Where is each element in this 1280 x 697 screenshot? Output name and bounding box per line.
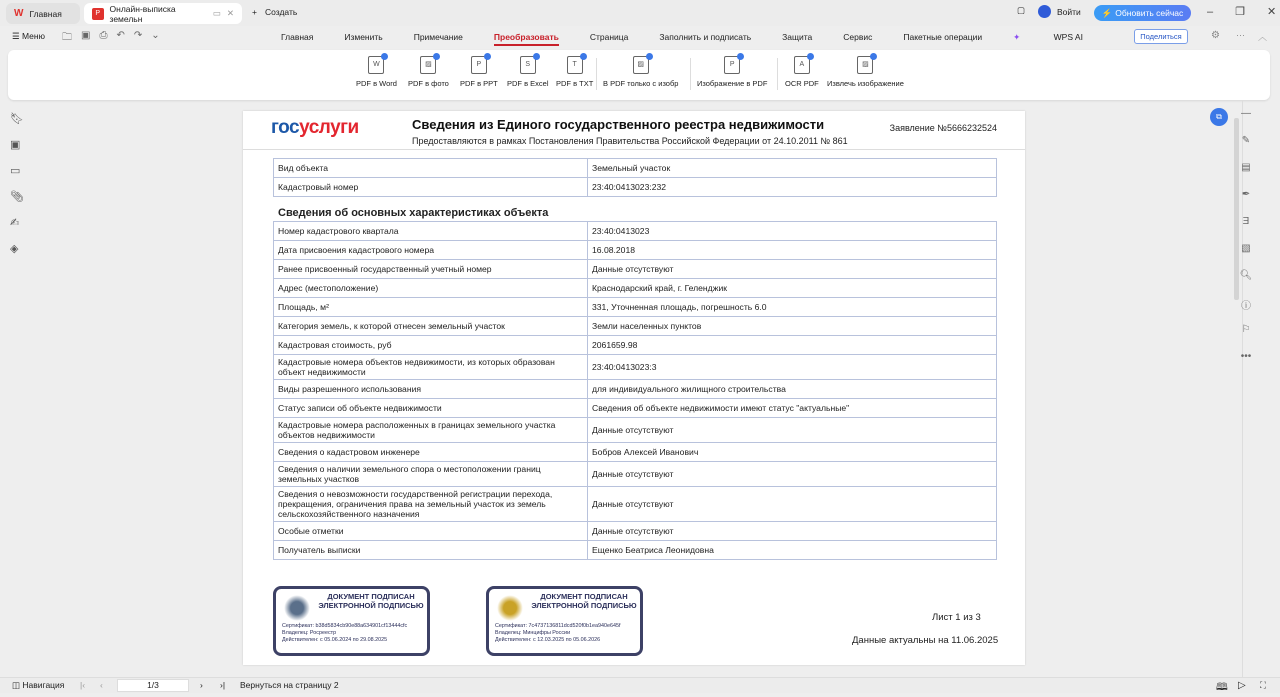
- table-row: [274, 380, 997, 399]
- layers-icon[interactable]: ◈: [10, 243, 19, 255]
- collapse-ribbon-icon[interactable]: ︿: [1258, 32, 1268, 42]
- tab-comment[interactable]: Примечание: [413, 32, 463, 42]
- tab-wps-ai[interactable]: [1013, 32, 1114, 46]
- ribbon-button-label: PDF в TXT: [556, 79, 594, 88]
- ribbon-button[interactable]: [785, 56, 819, 88]
- bookmark-icon[interactable]: 🔖︎: [10, 113, 24, 125]
- convert-icon: ▨: [420, 56, 436, 74]
- table-row: [274, 418, 997, 443]
- more-icon[interactable]: •••: [1240, 351, 1252, 362]
- more-icon[interactable]: ···: [1236, 30, 1245, 40]
- document-title: Сведения из Единого государственного реестра недвижимости: [412, 117, 825, 132]
- field-label: Кадастровая стоимость, руб: [274, 336, 588, 355]
- ribbon-button[interactable]: [507, 56, 549, 88]
- save-icon[interactable]: ▣: [81, 30, 91, 41]
- ribbon-button-label: PDF в PPT: [460, 79, 498, 88]
- edit-icon[interactable]: ✎: [1241, 135, 1251, 146]
- tab-edit[interactable]: Изменить: [344, 32, 383, 42]
- ribbon-button[interactable]: [408, 56, 449, 88]
- divider: [243, 149, 1025, 150]
- back-to-page-link[interactable]: Вернуться на страницу 2: [240, 680, 339, 690]
- navigation-toggle[interactable]: ◫ Навигация: [12, 680, 65, 690]
- table-row: [274, 222, 997, 241]
- stamp-owner: Владелец: Росреестр: [282, 630, 337, 636]
- field-value: Бобров Алексей Иванович: [588, 443, 997, 462]
- tab-page[interactable]: Страница: [589, 32, 629, 42]
- field-label: Дата присвоения кадастрового номера: [274, 241, 588, 260]
- table-row: [274, 336, 997, 355]
- ribbon-button[interactable]: [556, 56, 593, 88]
- signature-stamp: [486, 586, 643, 656]
- ribbon-button-label: PDF в Word: [356, 79, 397, 88]
- wps-logo-icon: W: [14, 8, 24, 19]
- status-bar: [0, 677, 1280, 693]
- feedback-icon[interactable]: ⚐: [1241, 324, 1251, 335]
- table-row: [274, 260, 997, 279]
- field-label: Виды разрешенного использования: [274, 380, 588, 399]
- field-label: Вид объекта: [274, 159, 588, 178]
- signature-icon[interactable]: ✍︎: [10, 217, 20, 229]
- login-button[interactable]: [1038, 5, 1081, 18]
- field-label: Категория земель, к которой отнесен земельный участок: [274, 317, 588, 336]
- login-label: Войти: [1057, 6, 1081, 17]
- field-value: 331, Уточненная площадь, погрешность 6.0: [588, 298, 997, 317]
- avatar-icon: [1038, 5, 1051, 18]
- field-value: Данные отсутствуют: [588, 487, 997, 522]
- pdf-icon: P: [92, 8, 104, 20]
- attachment-icon[interactable]: 📎︎: [10, 191, 24, 203]
- tab-home[interactable]: [6, 3, 80, 24]
- update-label: Обновить сейчас: [1115, 8, 1184, 18]
- table-row: [274, 522, 997, 541]
- minimize-icon[interactable]: –: [1207, 5, 1214, 18]
- monitor-icon: ▭: [212, 8, 221, 18]
- field-value: Ещенко Беатриса Леонидовна: [588, 541, 997, 560]
- redo-icon[interactable]: ↷: [133, 30, 143, 41]
- field-value: 23:40:0413023:232: [588, 178, 997, 197]
- field-label: Особые отметки: [274, 522, 588, 541]
- restore-icon[interactable]: ❐: [1235, 6, 1245, 18]
- stamp-validity: Действителен: с 12.03.2025 по 05.06.2026: [495, 637, 601, 643]
- table-row: [274, 487, 997, 522]
- share-button[interactable]: Поделиться: [1134, 29, 1188, 44]
- left-sidebar: [10, 112, 24, 255]
- document-icon[interactable]: ▤: [1241, 162, 1251, 173]
- wps-ai-label: WPS AI: [1053, 32, 1083, 42]
- logo-part: гос: [271, 117, 300, 138]
- table-row: [274, 462, 997, 487]
- stamp-certificate: Сертификат: 7c4737136811dcd520f0b1ea940e645f: [495, 623, 621, 629]
- fullscreen-icon[interactable]: ⛶: [1260, 680, 1266, 690]
- tab-fill-sign[interactable]: Заполнить и подписать: [659, 32, 752, 42]
- field-label: Статус записи об объекте недвижимости: [274, 399, 588, 418]
- open-folder-icon[interactable]: 🗀: [62, 32, 72, 43]
- divider: [777, 58, 778, 90]
- divider: [596, 58, 597, 90]
- table-row: [274, 317, 997, 336]
- ribbon-button-label: PDF в Excel: [507, 79, 549, 88]
- field-label: Кадастровые номера расположенных в границах земельного участка объектов недвижимости: [274, 418, 588, 443]
- play-icon[interactable]: ▷: [1238, 680, 1246, 691]
- document-subtitle: Предоставляются в рамках Постановления Правительства Российской Федерации от 24.10.2011 № 861: [412, 136, 848, 146]
- tab-tools[interactable]: Сервис: [843, 32, 873, 42]
- field-label: Номер кадастрового квартала: [274, 222, 588, 241]
- convert-icon: ▨: [633, 56, 649, 74]
- field-label: Кадастровый номер: [274, 178, 588, 197]
- new-tab-button[interactable]: [252, 7, 297, 17]
- update-now-button[interactable]: [1094, 5, 1191, 21]
- stamp-certificate: Сертификат: b38d5834cb90e88a634901cf13444cfc: [282, 623, 408, 629]
- ribbon-button-label: Извлечь изображение: [827, 79, 904, 88]
- convert-icon: W: [368, 56, 384, 74]
- new-tab-label: Создать: [264, 7, 298, 17]
- field-label: Площадь, м²: [274, 298, 588, 317]
- actual-date: Данные актуальны на 11.06.2025: [852, 635, 999, 646]
- signature-stamp: [273, 586, 430, 656]
- crop-icon[interactable]: ▧: [1241, 243, 1251, 254]
- ribbon-button-label: В PDF только с изобр: [603, 79, 679, 88]
- sparkle-icon: ✦: [1013, 32, 1021, 42]
- tab-protect[interactable]: Защита: [782, 32, 813, 42]
- ribbon-button-label: Изображение в PDF: [697, 79, 768, 88]
- field-label: Получатель выписки: [274, 541, 588, 560]
- field-label: Сведения о кадастровом инженере: [274, 443, 588, 462]
- field-label: Ранее присвоенный государственный учетный номер: [274, 260, 588, 279]
- field-value: Данные отсутствуют: [588, 522, 997, 541]
- table-row: [274, 355, 997, 380]
- tab-label: Онлайн-выписка земельн: [109, 3, 176, 24]
- convert-icon: A: [794, 56, 810, 74]
- section-title: Сведения об основных характеристиках объекта: [278, 207, 549, 219]
- field-value: 16.08.2018: [588, 241, 997, 260]
- ribbon-button-label: OCR PDF: [785, 79, 819, 88]
- table-row: [274, 399, 997, 418]
- sheet-number: Лист 1 из 3: [932, 612, 981, 623]
- table-row: [274, 298, 997, 317]
- table-row: [274, 541, 997, 560]
- table-row: [274, 443, 997, 462]
- logo-part: услуги: [299, 117, 359, 138]
- field-value: Данные отсутствуют: [588, 260, 997, 279]
- first-page-icon[interactable]: |‹: [80, 680, 86, 690]
- convert-icon: ▨: [857, 56, 873, 74]
- stamp-validity: Действителен: с 05.06.2024 по 29.08.2025: [282, 637, 388, 643]
- floating-convert-icon[interactable]: ⧉: [1210, 108, 1228, 126]
- stamp-heading: ДОКУМЕНТ ПОДПИСАН ЭЛЕКТРОННОЙ ПОДПИСЬЮ: [318, 592, 424, 610]
- right-sidebar: [1236, 108, 1256, 368]
- ribbon-button[interactable]: [697, 56, 767, 88]
- emblem-icon: [497, 595, 523, 621]
- ribbon-button-label: PDF в фото: [408, 79, 449, 88]
- comments-icon[interactable]: ▭: [10, 165, 21, 177]
- help-icon[interactable]: ⓘ: [1241, 301, 1251, 312]
- tab-batch[interactable]: Пакетные операции: [903, 32, 983, 42]
- tab-convert[interactable]: Преобразовать: [494, 32, 559, 46]
- menu-button[interactable]: ☰ Меню: [12, 31, 45, 41]
- field-value: 2061659.98: [588, 336, 997, 355]
- ribbon-button[interactable]: [356, 56, 397, 88]
- chevron-down-icon[interactable]: ⌄: [151, 30, 160, 41]
- next-page-icon[interactable]: ›: [200, 680, 203, 690]
- convert-icon: T: [567, 56, 583, 74]
- print-icon[interactable]: ⎙: [99, 30, 108, 41]
- application-number: Заявление №5666232524: [889, 123, 997, 133]
- convert-toolbar: [8, 50, 1270, 100]
- menu-row: [0, 26, 1280, 48]
- field-value: Краснодарский край, г. Геленджик: [588, 279, 997, 298]
- tab-home-ribbon[interactable]: Главная: [281, 32, 314, 42]
- search-icon[interactable]: 🔍︎: [1239, 270, 1253, 281]
- compare-icon[interactable]: Ǝ: [1242, 216, 1250, 227]
- prev-page-icon[interactable]: ‹: [100, 680, 103, 690]
- field-value: для индивидуального жилищного строительства: [588, 380, 997, 399]
- table-row: [274, 279, 997, 298]
- last-page-icon[interactable]: ›|: [220, 680, 226, 690]
- pdf-page: [243, 111, 1025, 665]
- read-mode-icon[interactable]: 🕮︎: [1216, 682, 1228, 693]
- emblem-icon: [284, 595, 310, 621]
- field-value: Данные отсутствуют: [588, 418, 997, 443]
- object-table: [273, 158, 997, 197]
- tab-bar: [0, 0, 1280, 26]
- settings-icon[interactable]: ⚙: [1211, 30, 1220, 41]
- field-label: Сведения о невозможности государственной регистрации перехода, прекращения, ограничения права на земельный участок из земель сельскохозяйственного назначения: [274, 487, 588, 522]
- table-row: [274, 159, 997, 178]
- field-value: 23:40:0413023: [588, 222, 997, 241]
- convert-icon: P: [471, 56, 487, 74]
- field-value: Данные отсутствуют: [588, 462, 997, 487]
- stamp-owner: Владелец: Минцифры России: [495, 630, 571, 636]
- plus-icon: +: [252, 7, 257, 17]
- lightning-icon: ⚡: [1101, 7, 1113, 18]
- page-number-input[interactable]: 1/3: [117, 679, 189, 692]
- field-value: 23:40:0413023:3: [588, 355, 997, 380]
- navigation-label: Навигация: [22, 680, 65, 690]
- minus-icon[interactable]: —: [1241, 108, 1251, 119]
- field-value: Сведения об объекте недвижимости имеют статус "актуальные": [588, 399, 997, 418]
- ribbon-button[interactable]: [603, 56, 678, 88]
- tab-label: Главная: [29, 8, 62, 19]
- field-value: Земли населенных пунктов: [588, 317, 997, 336]
- field-value: Земельный участок: [588, 159, 997, 178]
- thumbnails-icon[interactable]: ▣: [10, 139, 21, 151]
- convert-icon: S: [520, 56, 536, 74]
- tab-document[interactable]: [84, 3, 242, 24]
- ribbon-button[interactable]: [460, 56, 498, 88]
- field-label: Сведения о наличии земельного спора о местоположении границ земельных участков: [274, 462, 588, 487]
- table-row: [274, 241, 997, 260]
- gosuslugi-logo: [271, 117, 359, 139]
- field-label: Адрес (местоположение): [274, 279, 588, 298]
- ribbon-button[interactable]: [827, 56, 904, 88]
- field-label: Кадастровые номера объектов недвижимости, из которых образован объект недвижимости: [274, 355, 588, 380]
- menu-label: Меню: [21, 31, 45, 41]
- table-row: [274, 178, 997, 197]
- close-tab-icon[interactable]: ✕: [226, 8, 234, 18]
- undo-icon[interactable]: ↶: [116, 30, 125, 41]
- close-window-icon[interactable]: ✕: [1267, 6, 1277, 18]
- stamp-heading: ДОКУМЕНТ ПОДПИСАН ЭЛЕКТРОННОЙ ПОДПИСЬЮ: [531, 592, 637, 610]
- characteristics-table: [273, 221, 997, 560]
- window-mode-icon[interactable]: ▢: [1017, 5, 1026, 15]
- convert-icon: P: [724, 56, 740, 74]
- sign-pen-icon[interactable]: ✒: [1241, 189, 1251, 200]
- divider: [690, 58, 691, 90]
- ribbon-tabs: [281, 32, 1145, 46]
